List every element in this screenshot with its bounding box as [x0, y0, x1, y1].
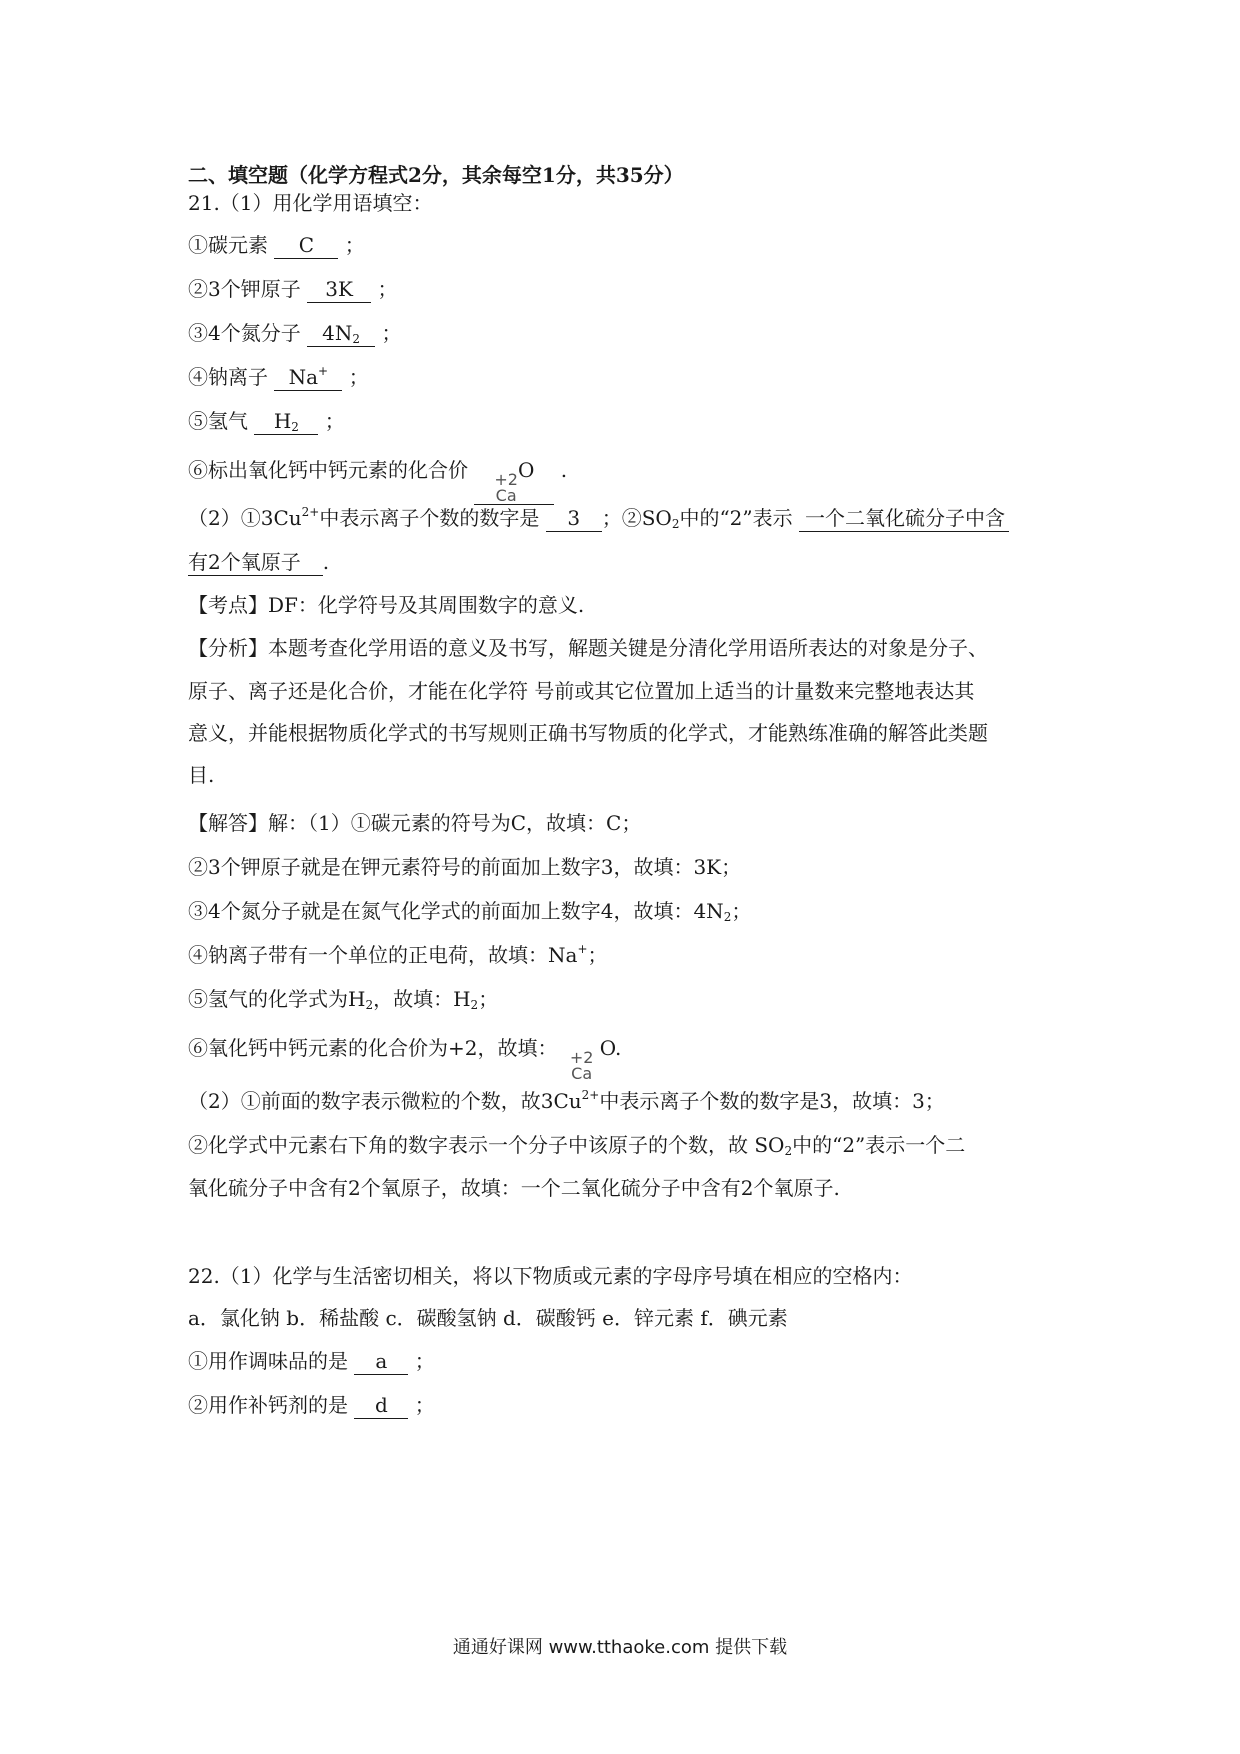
answer-blank: [274, 364, 342, 391]
jieda-line: 【解答】解：（1）①碳元素的符号为C，故填：C；: [188, 811, 642, 835]
text: 中的“2”表示一个二: [792, 1133, 966, 1157]
q22-item-2: [188, 1390, 435, 1420]
item-text: ④钠离子: [188, 365, 268, 389]
text: ；②SO: [601, 506, 672, 530]
jieda-line: ②3个钾原子就是在钾元素符号的前面加上数字3，故填：3K；: [188, 855, 742, 879]
subscript: 2: [723, 910, 732, 924]
item-suffix: ；: [344, 233, 365, 257]
valence-element: Ca: [495, 486, 517, 505]
subscript: 2: [784, 1144, 793, 1158]
q21-item-6: [188, 455, 567, 505]
text: 中的“2”表示: [679, 506, 793, 530]
item-text: ①用作调味品的是: [188, 1349, 348, 1373]
item-text: ②用作补钙剂的是: [188, 1393, 348, 1417]
subscript: 2: [291, 420, 299, 434]
text: 中表示离子个数的数字是: [319, 506, 540, 530]
q21-part2-line2: [188, 547, 329, 577]
text: O.: [599, 1036, 622, 1060]
text: 中表示离子个数的数字是3，故填：3；: [599, 1089, 945, 1113]
superscript: +: [577, 942, 588, 956]
jieda-line: [188, 1086, 945, 1116]
subscript: 2: [671, 517, 680, 531]
answer-blank: 3K: [307, 276, 371, 303]
text: ②化学式中元素右下角的数字表示一个分子中该原子的个数，故 SO: [188, 1133, 785, 1157]
fenxi-line: 原子、离子还是化合价，才能在化学符 号前或其它位置加上适当的计量数来完整地表达其: [188, 679, 975, 703]
superscript: 2+: [581, 1088, 600, 1102]
kaodian: 【考点】DF：化学符号及其周围数字的意义.: [188, 593, 585, 617]
item-suffix: ；: [381, 321, 402, 345]
text: ③4个氮分子就是在氮气化学式的前面加上数字4，故填：4N: [188, 899, 724, 923]
answer-text: O: [517, 458, 535, 482]
text: .: [322, 550, 330, 574]
answer-blank: d: [354, 1392, 408, 1419]
item-suffix: ；: [324, 409, 345, 433]
q21-item-5: [188, 406, 345, 436]
text: ⑤氢气的化学式为H: [188, 987, 366, 1011]
q21-item-2: [188, 274, 397, 304]
answer-blank: 有2个氧原子: [188, 549, 323, 576]
fenxi-line: 意义，并能根据物质化学式的书写规则正确书写物质的化学式，才能熟练准确的解答此类题: [188, 721, 988, 745]
superscript: +: [318, 364, 329, 378]
item-suffix: ；: [348, 365, 369, 389]
q21-item-1: [188, 230, 365, 260]
text: ，故填：H: [373, 987, 471, 1011]
jieda-line: [188, 1130, 965, 1160]
item-text: ③4个氮分子: [188, 321, 301, 345]
answer-text: Na: [288, 365, 319, 389]
q21-item-3: [188, 318, 401, 348]
text: ⑥氧化钙中钙元素的化合价为+2，故填：: [188, 1036, 558, 1060]
valence-element: Ca: [571, 1064, 593, 1083]
text: ④钠离子带有一个单位的正电荷，故填：Na: [188, 943, 578, 967]
q21-part2-line1: [188, 503, 1009, 533]
answer-blank: a: [354, 1348, 408, 1375]
item-suffix: .: [560, 458, 568, 482]
jieda-line: [188, 984, 498, 1014]
text: （2）①前面的数字表示微粒的个数，故3Cu: [188, 1089, 582, 1113]
text: ；: [731, 899, 752, 923]
jieda-line: [188, 1033, 621, 1082]
item-text: ⑥标出氧化钙中钙元素的化合价: [188, 458, 468, 482]
answer-blank: 3: [546, 505, 602, 532]
item-suffix: ；: [414, 1349, 435, 1373]
text: （2）①3Cu: [188, 506, 302, 530]
jieda-line: 氧化硫分子中含有2个氧原子，故填：一个二氧化硫分子中含有2个氧原子.: [188, 1176, 840, 1200]
item-text: ②3个钾原子: [188, 277, 301, 301]
q22-intro: 22.（1）化学与生活密切相关，将以下物质或元素的字母序号填在相应的空格内：: [188, 1264, 913, 1288]
answer-blank: [474, 457, 554, 505]
valence-notation: [570, 1050, 594, 1082]
subscript: 2: [352, 332, 361, 346]
answer-text: 4N: [322, 321, 353, 345]
superscript: 2+: [301, 505, 320, 519]
valence-notation: [494, 472, 518, 504]
jieda-line: [188, 896, 751, 926]
valence-number: +2: [494, 470, 518, 489]
answer-blank: 一个二氧化硫分子中含: [799, 505, 1009, 532]
section-title: 二、填空题（化学方程式2分，其余每空1分，共35分）: [188, 163, 684, 187]
answer-blank: [307, 320, 375, 347]
answer-blank: [254, 408, 318, 435]
subscript: 2: [470, 998, 479, 1012]
fenxi-line: 目.: [188, 763, 215, 787]
q21-item-4: [188, 362, 369, 392]
text: ；: [587, 943, 608, 967]
subscript: 2: [365, 998, 374, 1012]
q21-intro: 21.（1）用化学用语填空：: [188, 191, 433, 215]
page-footer: 通通好课网 www.tthaoke.com 提供下载: [452, 1637, 788, 1658]
jieda-line: [188, 940, 608, 970]
item-text: ⑤氢气: [188, 409, 248, 433]
item-text: ①碳元素: [188, 233, 268, 257]
answer-blank: C: [274, 232, 338, 259]
q22-item-1: [188, 1346, 435, 1376]
answer-text: H: [273, 409, 292, 433]
text: ；: [478, 987, 499, 1011]
item-suffix: ；: [377, 277, 398, 301]
item-suffix: ；: [414, 1393, 435, 1417]
valence-number: +2: [569, 1048, 594, 1067]
q22-options: a．氯化钠 b．稀盐酸 c．碳酸氢钠 d．碳酸钙 e．锌元素 f．碘元素: [188, 1306, 788, 1330]
fenxi-line: 【分析】本题考查化学用语的意义及书写，解题关键是分清化学用语所表达的对象是分子、: [188, 636, 988, 660]
